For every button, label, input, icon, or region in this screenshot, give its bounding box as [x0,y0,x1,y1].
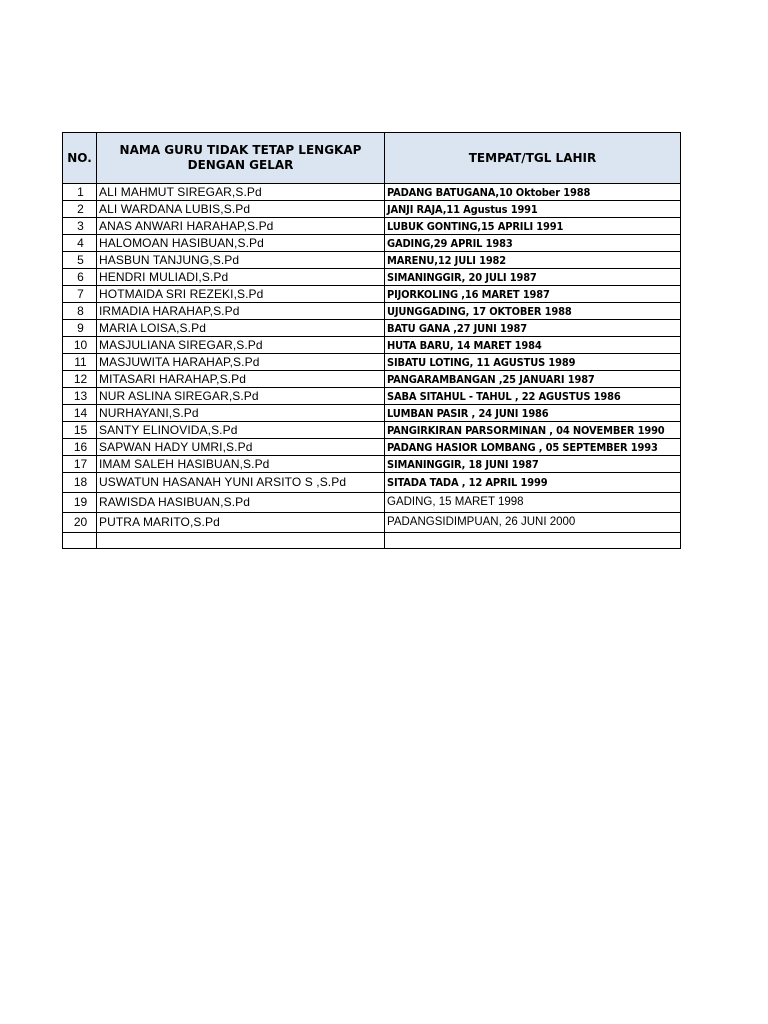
table-row [63,286,681,303]
row-number: 18 [63,473,97,493]
empty-row [63,533,681,549]
birth-place-date: BATU GANA ,27 JUNI 1987 [385,320,681,337]
teacher-name: MASJULIANA SIREGAR,S.Pd [97,337,385,354]
row-number: 20 [63,513,97,533]
table-row [63,371,681,388]
row-number: 7 [63,286,97,303]
birth-place-date: PADANG HASIOR LOMBANG , 05 SEPTEMBER 1993 [385,439,681,456]
teacher-name: HENDRI MULIADI,S.Pd [97,269,385,286]
teacher-name: NUR ASLINA SIREGAR,S.Pd [97,388,385,405]
table-row [63,184,681,201]
table-row [63,388,681,405]
table-row [63,405,681,422]
table-row [63,439,681,456]
table-row [63,493,681,513]
empty-place-cell [385,533,681,549]
teacher-name: IRMADIA HARAHAP,S.Pd [97,303,385,320]
birth-place-date: SIMANINGGIR, 20 JULI 1987 [385,269,681,286]
teacher-name: MASJUWITA HARAHAP,S.Pd [97,354,385,371]
table-row [63,252,681,269]
table-row [63,201,681,218]
teacher-name: MITASARI HARAHAP,S.Pd [97,371,385,388]
teacher-name: HOTMAIDA SRI REZEKI,S.Pd [97,286,385,303]
header-no: NO. [63,133,97,184]
teacher-name: IMAM SALEH HASIBUAN,S.Pd [97,456,385,473]
row-number: 6 [63,269,97,286]
teacher-name: HALOMOAN HASIBUAN,S.Pd [97,235,385,252]
teacher-name: SANTY ELINOVIDA,S.Pd [97,422,385,439]
teacher-name: MARIA LOISA,S.Pd [97,320,385,337]
birth-place-date: PANGIRKIRAN PARSORMINAN , 04 NOVEMBER 1990 [385,422,681,439]
birth-place-date: GADING, 15 MARET 1998 [385,493,681,513]
birth-place-date: SIMANINGGIR, 18 JUNI 1987 [385,456,681,473]
empty-cell [63,533,97,549]
birth-place-date: PANGARAMBANGAN ,25 JANUARI 1987 [385,371,681,388]
birth-place-date: LUBUK GONTING,15 APRILI 1991 [385,218,681,235]
row-number: 9 [63,320,97,337]
teacher-name: HASBUN TANJUNG,S.Pd [97,252,385,269]
teacher-name: ALI MAHMUT SIREGAR,S.Pd [97,184,385,201]
row-number: 11 [63,354,97,371]
teacher-name: PUTRA MARITO,S.Pd [97,513,385,533]
row-number: 10 [63,337,97,354]
table-row [63,320,681,337]
row-number: 1 [63,184,97,201]
table-row [63,235,681,252]
row-number: 3 [63,218,97,235]
row-number: 5 [63,252,97,269]
table-row [63,303,681,320]
table-row [63,337,681,354]
birth-place-date: SIBATU LOTING, 11 AGUSTUS 1989 [385,354,681,371]
header-name [97,133,385,184]
table-body [63,184,681,549]
birth-place-date: MARENU,12 JULI 1982 [385,252,681,269]
birth-place-date: PIJORKOLING ,16 MARET 1987 [385,286,681,303]
teacher-name: ALI WARDANA LUBIS,S.Pd [97,201,385,218]
row-number: 19 [63,493,97,513]
empty-cell [97,533,385,549]
teacher-name: ANAS ANWARI HARAHAP,S.Pd [97,218,385,235]
row-number: 16 [63,439,97,456]
header-name-line1: NAMA GURU TIDAK TETAP LENGKAP [119,143,362,157]
row-number: 12 [63,371,97,388]
row-number: 15 [63,422,97,439]
birth-place-date: UJUNGGADING, 17 OKTOBER 1988 [385,303,681,320]
birth-place-date: SITADA TADA , 12 APRIL 1999 [385,473,681,493]
teacher-name: SAPWAN HADY UMRI,S.Pd [97,439,385,456]
row-number: 4 [63,235,97,252]
table-row [63,354,681,371]
birth-place-date: PADANG BATUGANA,10 Oktober 1988 [385,184,681,201]
table-row [63,422,681,439]
teacher-name: NURHAYANI,S.Pd [97,405,385,422]
birth-place-date: JANJI RAJA,11 Agustus 1991 [385,201,681,218]
birth-place-date: GADING,29 APRIL 1983 [385,235,681,252]
row-number: 14 [63,405,97,422]
table-row [63,473,681,493]
teacher-name: USWATUN HASANAH YUNI ARSITO S ,S.Pd [97,473,385,493]
row-number: 2 [63,201,97,218]
table-header-row [63,133,681,184]
teacher-table [62,132,681,549]
row-number: 17 [63,456,97,473]
birth-place-date: PADANGSIDIMPUAN, 26 JUNI 2000 [385,513,681,533]
header-place: TEMPAT/TGL LAHIR [385,133,681,184]
table-row [63,269,681,286]
row-number: 8 [63,303,97,320]
header-name-line2: DENGAN GELAR [187,158,294,172]
table-row [63,456,681,473]
birth-place-date: HUTA BARU, 14 MARET 1984 [385,337,681,354]
birth-place-date: LUMBAN PASIR , 24 JUNI 1986 [385,405,681,422]
table-row [63,513,681,533]
table-row [63,218,681,235]
teacher-name: RAWISDA HASIBUAN,S.Pd [97,493,385,513]
birth-place-date: SABA SITAHUL - TAHUL , 22 AGUSTUS 1986 [385,388,681,405]
row-number: 13 [63,388,97,405]
